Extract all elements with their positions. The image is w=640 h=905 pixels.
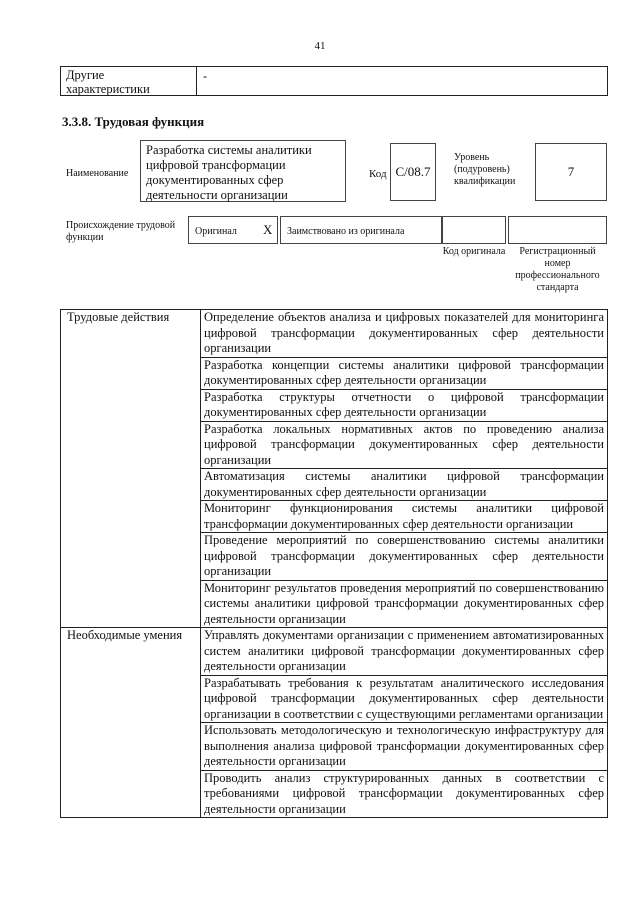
code-original-caption: Код оригинала xyxy=(442,246,506,257)
origin-code-cell xyxy=(442,216,506,244)
level-box: 7 xyxy=(535,143,607,201)
table-row xyxy=(61,628,608,676)
page-number: 41 xyxy=(314,40,326,52)
section-title: 3.3.8. Трудовая функция xyxy=(62,114,205,129)
function-name-box: Разработка системы аналитики цифровой трансформации документированных сфер деятельности организации xyxy=(140,140,346,202)
code-label: Код xyxy=(369,168,387,180)
level-label: Уровень (подуровень) квалификации xyxy=(454,152,516,187)
reg-number-caption: Регистрационный номер профессионального стандарта xyxy=(515,246,600,293)
labor-actions-label: Трудовые действия xyxy=(61,310,201,628)
labor-action-item: Определение объектов анализа и цифровых показателей для мониторинга цифровой трансформации документированных сфер деятельности организации xyxy=(201,310,608,358)
origin-reg-cell xyxy=(508,216,607,244)
origin-borrowed-cell xyxy=(280,216,442,244)
other-characteristics-value: - xyxy=(203,69,208,83)
code-box: C/08.7 xyxy=(390,143,436,201)
labor-action-item: Проведение мероприятий по совершенствованию системы аналитики цифровой трансформации документированных сфер деятельности организации xyxy=(201,533,608,581)
skill-item: Управлять документами организации с применением автоматизированных систем аналитики цифровой трансформации документированных сфер деятельности организации xyxy=(201,628,608,676)
required-skills-label: Необходимые умения xyxy=(61,628,201,818)
other-characteristics-label: Другие характеристики xyxy=(61,67,197,95)
name-label: Наименование xyxy=(66,168,129,179)
labor-action-item: Разработка концепции системы аналитики цифровой трансформации документированных сфер деятельности организации xyxy=(201,357,608,389)
labor-action-item: Разработка локальных нормативных актов по проведению анализа цифровой трансформации документированных сфер деятельности организации xyxy=(201,421,608,469)
labor-action-item: Разработка структуры отчетности о цифровой трансформации документированных сфер деятельности организации xyxy=(201,389,608,421)
skill-item: Разрабатывать требования к результатам аналитического исследования цифровой трансформации документированных сфер деятельности организации в соответствии с существующими регламентами организации xyxy=(201,675,608,723)
labor-action-item: Мониторинг результатов проведения мероприятий по совершенствованию системы аналитики цифровой трансформации документированных сфер деятельности организации xyxy=(201,580,608,628)
origin-label: Происхождение трудовой функции xyxy=(66,220,176,243)
origin-borrowed-text: Заимствовано из оригинала xyxy=(287,226,405,237)
origin-original-cell xyxy=(188,216,278,244)
table-row xyxy=(61,310,608,358)
skill-item: Проводить анализ структурированных данных в соответствии с требованиями цифровой трансформации документированных сфер деятельности организации xyxy=(201,770,608,818)
labor-action-item: Мониторинг функционирования системы аналитики цифровой трансформации документированных сфер деятельности организации xyxy=(201,501,608,533)
origin-mark: X xyxy=(263,222,273,237)
function-details-table xyxy=(60,309,608,818)
origin-original-text: Оригинал xyxy=(195,226,237,237)
labor-action-item: Автоматизация системы аналитики цифровой трансформации документированных сфер деятельности организации xyxy=(201,469,608,501)
skill-item: Использовать методологическую и технологическую инфраструктуру для выполнения анализа цифровой трансформации документированных сфер деятельности организации xyxy=(201,723,608,771)
other-characteristics-table xyxy=(60,66,608,96)
